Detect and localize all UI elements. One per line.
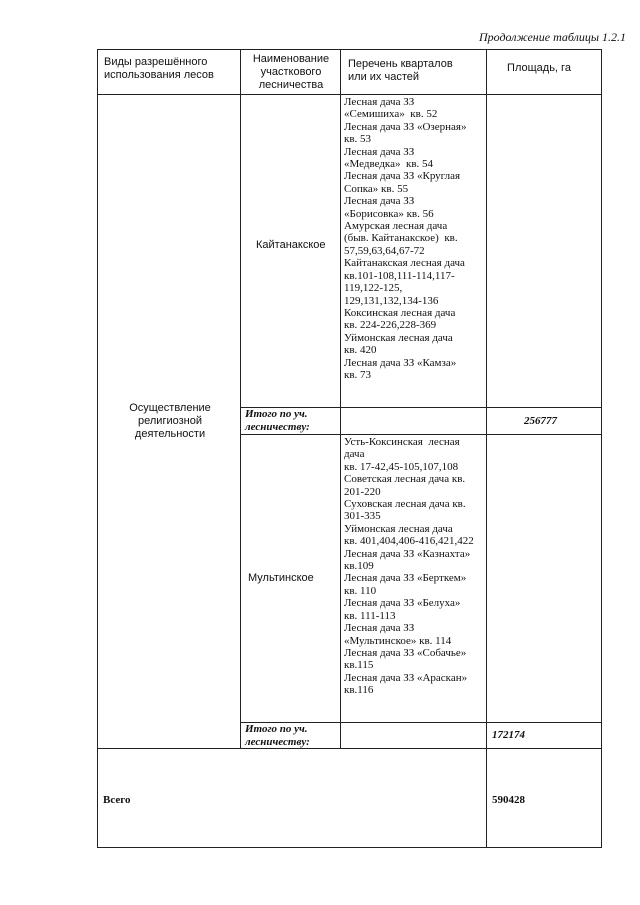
quarters-line: Уймонская лесная дача	[344, 522, 453, 535]
quarters-line: кв. 401,404,406-416,421,422	[344, 535, 474, 548]
table-caption: Продолжение таблицы 1.2.1	[478, 30, 626, 44]
quarters-line: 129,131,132,134-136	[344, 294, 439, 307]
quarters-line: Лесная дача ЗЗ	[344, 145, 415, 158]
quarters-line: Уймонская лесная дача	[344, 331, 453, 344]
quarters-line: Лесная дача ЗЗ «Собачье»	[344, 646, 467, 659]
quarters-line: Лесная дача ЗЗ	[344, 622, 415, 635]
header-quarters: Перечень кварталов или их частей	[348, 58, 453, 83]
quarters-line: Лесная дача ЗЗ «Араскан»	[344, 671, 468, 684]
quarters-line: Лесная дача ЗЗ «Казнахта»	[344, 547, 471, 560]
header-usage-type: Виды разрешённого использования лесов	[104, 56, 214, 81]
quarters-line: кв. 17-42,45-105,107,108	[344, 460, 459, 473]
forestry-name: Кайтанакское	[256, 239, 326, 251]
quarters-line: Кайтанакская лесная дача	[344, 257, 465, 270]
quarters-list	[344, 96, 486, 381]
quarters-line: кв. 224-226,228-369	[344, 319, 437, 332]
header-area: Площадь, га	[507, 62, 571, 74]
quarters-line: дача	[344, 448, 365, 461]
quarters-line: кв. 73	[344, 368, 372, 381]
header-forestry: Наименование участкового лесничества	[252, 53, 330, 91]
subtotal-label: Итого по уч. лесничеству:	[245, 723, 310, 748]
quarters-line: «Мультинское» кв. 114	[344, 634, 452, 647]
subtotal-area: 172174	[492, 729, 525, 741]
quarters-line: 201-220	[344, 485, 381, 498]
rule-col2	[240, 49, 241, 749]
rule-subtotal1-bottom	[240, 434, 602, 435]
rule-col3	[340, 49, 341, 749]
quarters-line: Лесная дача ЗЗ	[344, 195, 415, 208]
forestry-name: Мультинское	[248, 572, 314, 584]
quarters-line: кв. 53	[344, 133, 372, 146]
quarters-line: «Семишиха» кв. 52	[344, 108, 438, 121]
quarters-line: Советская лесная дача кв.	[344, 473, 466, 486]
rule-bottom	[97, 847, 602, 848]
quarters-line: Коксинская лесная дача	[344, 306, 456, 319]
usage-type-cell: Осуществление религиозной деятельности	[129, 402, 211, 440]
quarters-line: Лесная дача ЗЗ «Озерная»	[344, 120, 467, 133]
quarters-line: (быв. Кайтанакское) кв.	[344, 232, 458, 245]
quarters-list	[344, 436, 486, 697]
quarters-line: Суховская лесная дача кв.	[344, 498, 466, 511]
subtotal-label: Итого по уч. лесничеству:	[245, 408, 310, 433]
quarters-line: 57,59,63,64,67-72	[344, 244, 425, 257]
rule-top	[97, 49, 602, 50]
subtotal-area: 256777	[524, 415, 557, 427]
quarters-line: Лесная дача ЗЗ «Белуха»	[344, 597, 461, 610]
rule-header-bottom	[97, 94, 602, 95]
rule-right	[601, 49, 602, 848]
quarters-line: Лесная дача ЗЗ «Камза»	[344, 356, 457, 369]
quarters-line: кв.101-108,111-114,117-	[344, 269, 455, 282]
rule-col4	[486, 49, 487, 848]
quarters-line: Амурская лесная дача	[344, 220, 448, 233]
quarters-line: Лесная дача ЗЗ «Берткем»	[344, 572, 467, 585]
quarters-line: кв. 111-113	[344, 609, 396, 622]
quarters-line: кв. 420	[344, 344, 377, 357]
quarters-line: Сопка» кв. 55	[344, 182, 409, 195]
quarters-line: Лесная дача ЗЗ	[344, 96, 415, 108]
quarters-line: кв.116	[344, 684, 374, 697]
quarters-line: 119,122-125,	[344, 282, 403, 295]
rule-subtotal2-bottom	[97, 748, 602, 749]
quarters-line: кв.115	[344, 659, 374, 672]
rule-left	[97, 49, 98, 848]
quarters-line: Усть-Коксинская лесная	[344, 436, 460, 448]
quarters-line: кв.109	[344, 560, 374, 573]
quarters-line: «Медведка» кв. 54	[344, 158, 434, 171]
quarters-line: кв. 110	[344, 584, 377, 597]
total-label: Всего	[103, 794, 131, 806]
quarters-line: «Борисовка» кв. 56	[344, 207, 434, 220]
total-area: 590428	[492, 794, 525, 806]
quarters-line: 301-335	[344, 510, 381, 523]
quarters-line: Лесная дача ЗЗ «Круглая	[344, 170, 461, 183]
